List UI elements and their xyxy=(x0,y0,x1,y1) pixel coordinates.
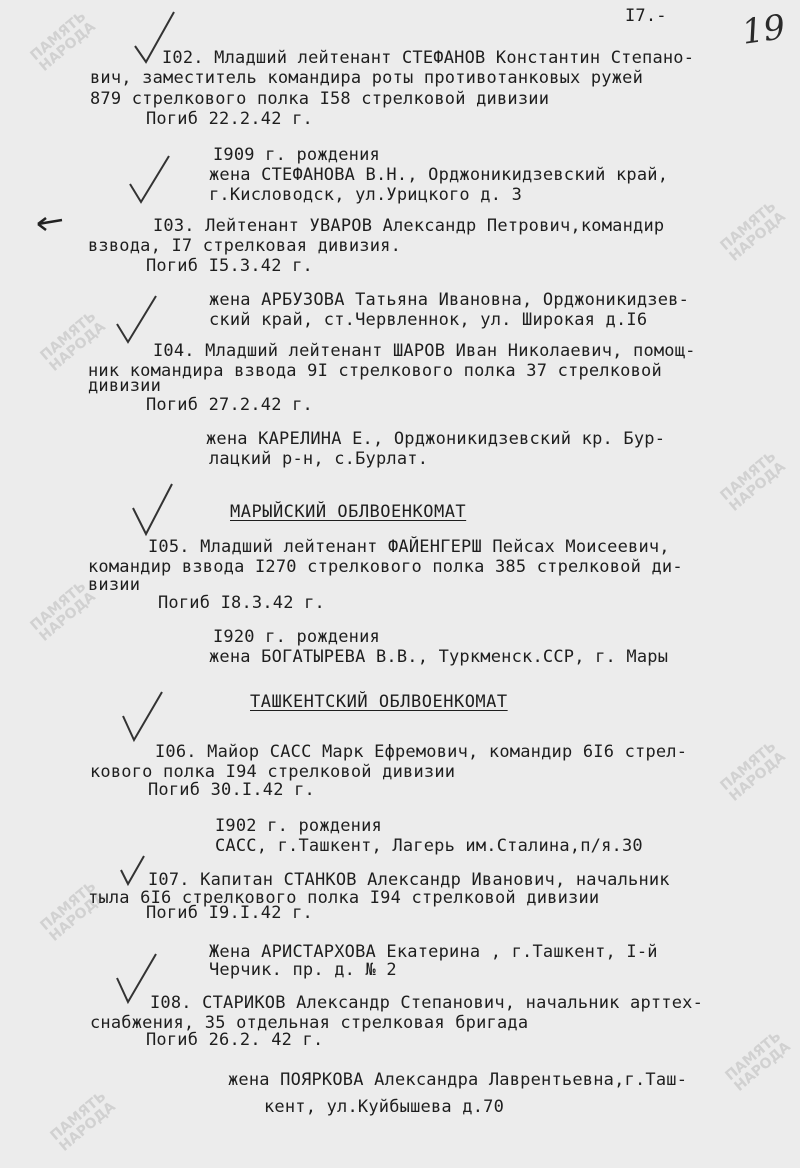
relative-line: жена КАРЕЛИНА Е., Орджоникидзевский кр. Бур- xyxy=(206,429,666,449)
watermark: ПАМЯТЬ НАРОДА xyxy=(37,878,109,945)
entry-text-line: снабжения, 35 отдельная стрелковая бригада xyxy=(90,1013,529,1033)
entry-text-line: I07. Капитан СТАНКОВ Александр Иванович, начальник xyxy=(148,870,670,890)
check-mark-icon xyxy=(118,686,168,746)
relative-line: лацкий р-н, с.Бурлат. xyxy=(209,449,429,469)
entry-text-line: I04. Младший лейтенант ШАРОВ Иван Николаевич, помощ- xyxy=(153,341,696,361)
check-mark-icon xyxy=(118,852,148,888)
death-date: Погиб 30.I.42 г. xyxy=(148,780,315,800)
relative-line: жена ПОЯРКОВА Александра Лаврентьевна,г.Таш- xyxy=(228,1070,688,1090)
watermark: ПАМЯТЬ НАРОДА xyxy=(717,198,789,265)
entry-text-line: взвода, I7 стрелковая дивизия. xyxy=(88,236,402,256)
relative-line: жена БОГАТЫРЕВА В.В., Туркменск.ССР, г. Мары xyxy=(209,647,669,667)
relative-line: I902 г. рождения xyxy=(215,816,382,836)
watermark: ПАМЯТЬ НАРОДА xyxy=(27,578,99,645)
death-date: Погиб 22.2.42 г. xyxy=(146,109,313,129)
relative-line: кент, ул.Куйбышева д.70 xyxy=(264,1097,505,1117)
entry-text-line: кового полка I94 стрелковой дивизии xyxy=(90,762,456,782)
watermark: ПАМЯТЬ НАРОДА xyxy=(717,738,789,805)
entry-text-line: I08. СТАРИКОВ Александр Степанович, начальник арттех- xyxy=(150,993,704,1013)
entry-text-line: дивизии xyxy=(88,376,162,396)
entry-text-line: тыла 6I6 стрелкового полка I94 стрелковой дивизии xyxy=(88,888,600,908)
section-heading-tashkent: ТАШКЕНТСКИЙ ОБЛВОЕНКОМАТ xyxy=(250,692,508,712)
entry-text-line: I05. Младший лейтенант ФАЙЕНГЕРШ Пейсах Моисеевич, xyxy=(148,537,670,557)
death-date: Погиб 26.2. 42 г. xyxy=(146,1030,324,1050)
watermark: ПАМЯТЬ НАРОДА xyxy=(27,8,99,75)
relative-line: Жена АРИСТАРХОВА Екатерина , г.Ташкент, I-й xyxy=(209,942,658,962)
page-number: I7.- xyxy=(625,6,667,26)
entry-text-line: ник командира взвода 9I стрелкового полка 37 стрелковой xyxy=(88,361,662,381)
relative-line: I920 г. рождения xyxy=(213,627,380,647)
relative-line: г.Кисловодск, ул.Урицкого д. 3 xyxy=(209,185,523,205)
handwritten-page-number: 19 xyxy=(739,7,788,53)
death-date: Погиб I8.3.42 г. xyxy=(158,593,325,613)
relative-line: жена АРБУЗОВА Татьяна Ивановна, Орджоникидзев- xyxy=(209,290,690,310)
death-date: Погиб 27.2.42 г. xyxy=(146,395,313,415)
relative-line: ский край, ст.Червленнок, ул. Широкая д.I6 xyxy=(209,310,648,330)
check-mark-icon xyxy=(128,478,178,540)
entry-text-line: командир взвода I270 стрелкового полка 385 стрелковой ди- xyxy=(88,557,683,577)
watermark: ПАМЯТЬ НАРОДА xyxy=(37,308,109,375)
entry-text-line: визии xyxy=(88,575,141,595)
check-mark-icon xyxy=(125,150,175,210)
section-heading-mary: МАРЫЙСКИЙ ОБЛВОЕНКОМАТ xyxy=(230,502,467,522)
relative-line: САСС, г.Ташкент, Лагерь им.Сталина,п/я.30 xyxy=(215,836,643,856)
watermark: ПАМЯТЬ НАРОДА xyxy=(722,1028,794,1095)
entry-text-line: 879 стрелкового полка I58 стрелковой дивизии xyxy=(90,89,550,109)
death-date: Погиб I9.I.42 г. xyxy=(146,903,313,923)
death-date: Погиб I5.3.42 г. xyxy=(146,256,313,276)
relative-line: Черчик. пр. д. № 2 xyxy=(209,960,397,980)
relative-line: жена СТЕФАНОВА В.Н., Орджоникидзевский край, xyxy=(209,165,669,185)
arrow-mark-icon xyxy=(36,214,66,234)
relative-line: I909 г. рождения xyxy=(213,145,380,165)
entry-text-line: I06. Майор САСС Марк Ефремович, командир 6I6 стрел- xyxy=(155,742,688,762)
watermark: ПАМЯТЬ НАРОДА xyxy=(717,448,789,515)
watermark: ПАМЯТЬ НАРОДА xyxy=(47,1088,119,1155)
entry-text-line: I03. Лейтенант УВАРОВ Александр Петрович,командир xyxy=(153,216,665,236)
entry-text-line: I02. Младший лейтенант СТЕФАНОВ Константин Степано- xyxy=(162,48,695,68)
entry-text-line: вич, заместитель командира роты противотанковых ружей xyxy=(90,68,644,88)
